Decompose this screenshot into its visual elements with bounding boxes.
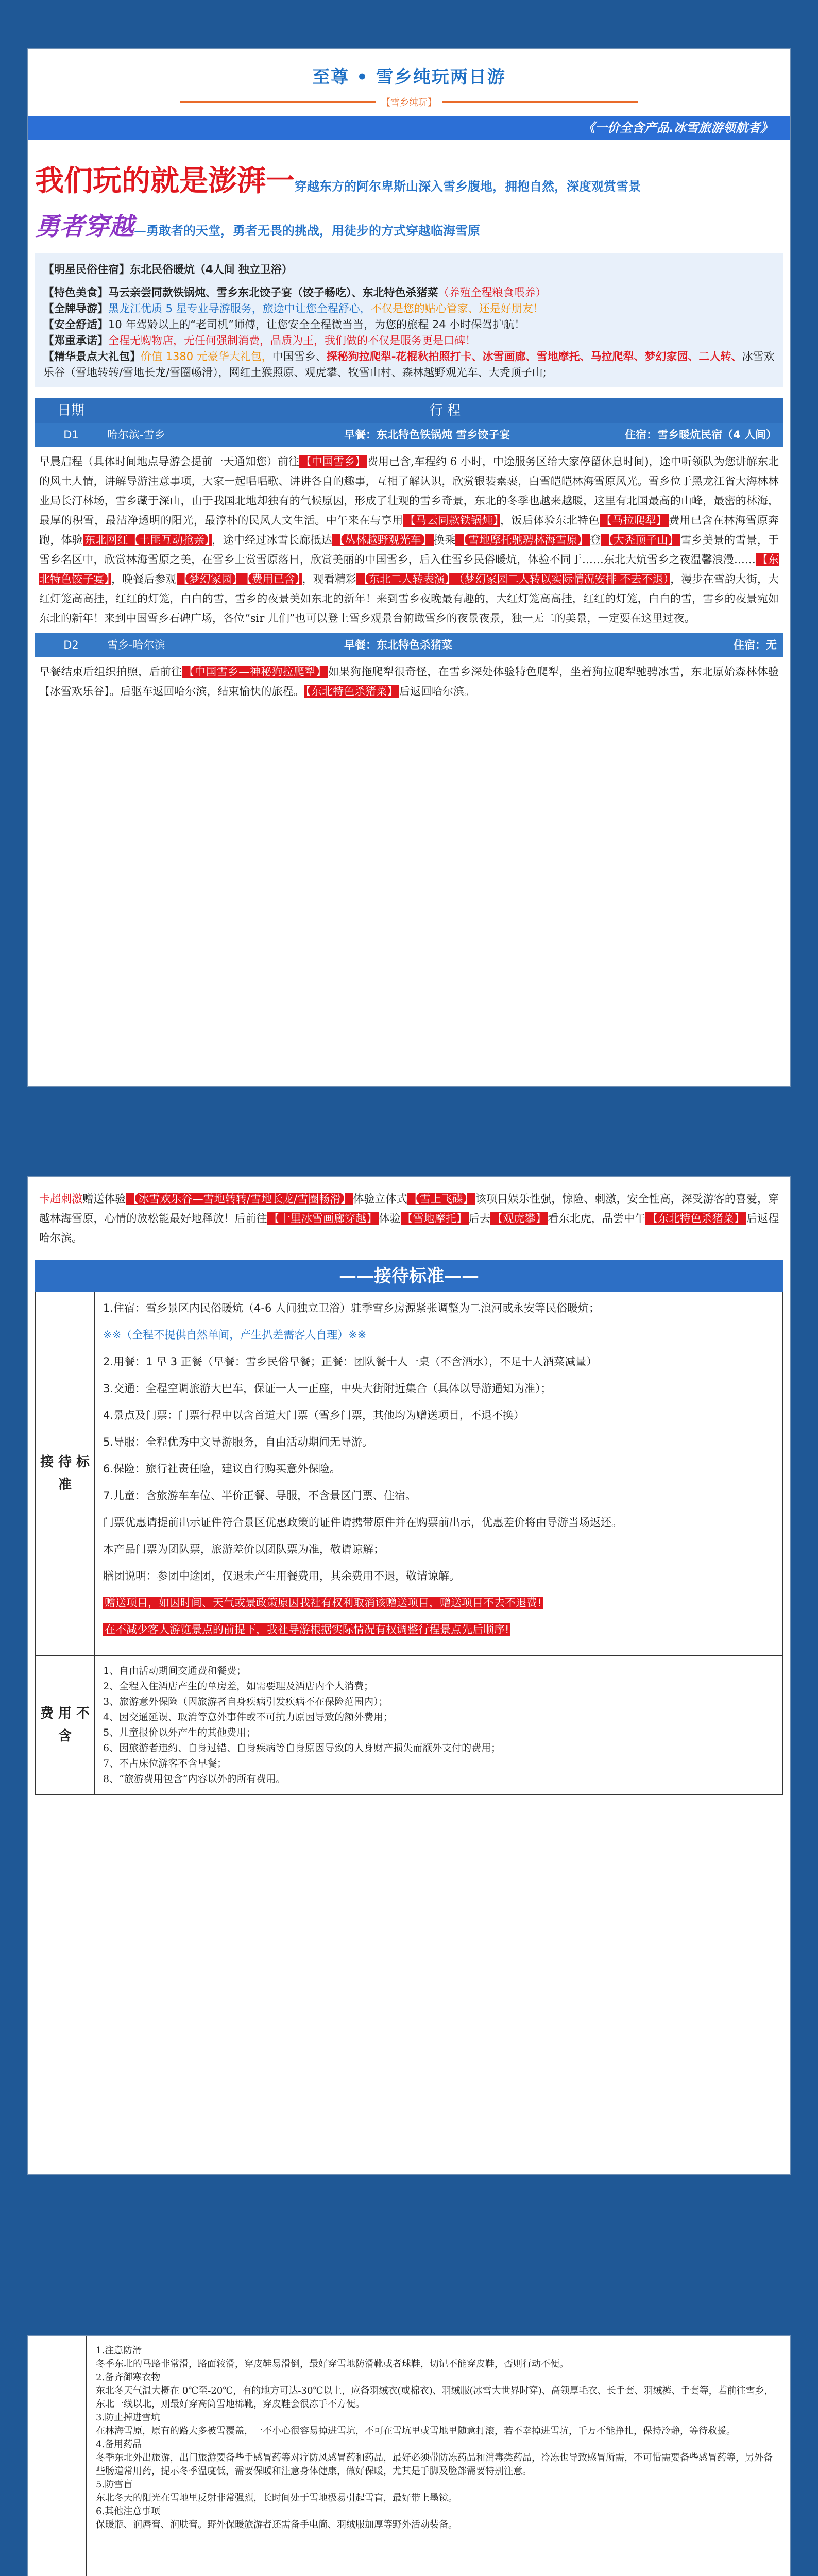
note-item: 2.备齐御寒衣物 xyxy=(96,2372,161,2383)
package-text: 中国雪乡、 xyxy=(272,350,327,363)
fee-item: 1、自由活动期间交通费和餐费； xyxy=(103,1665,247,1676)
guide-text: 黑龙江优质 5 星专业导游服务，旅途中让您全程舒心， xyxy=(108,302,371,315)
food-note: （养殖全程粮食喂养） xyxy=(438,286,547,299)
schedule-col-date: 日期 xyxy=(57,403,84,418)
spot-snow-town: 【中国雪乡】 xyxy=(299,455,367,468)
section-title-standard: ——接待标准—— xyxy=(35,1260,783,1292)
fee-item: 7、不占床位游客不含早餐； xyxy=(103,1758,227,1769)
subtitle-line-left xyxy=(180,101,376,103)
package-highlight: 探秘狗拉爬犁-花棍秋拍照打卡、冰雪画廊、雪地摩托、马拉爬犁、梦幻家园、二人转、 xyxy=(326,350,742,363)
fee-item: 5、儿童报价以外产生的其他费用； xyxy=(103,1727,257,1738)
notes-card xyxy=(27,2335,791,2576)
safety-line xyxy=(43,317,775,333)
std-item-8: 门票优惠请提前出示证件符合景区优惠政策的证件请携带原件并在购票前出示，优惠差价将由导游当场返还。 xyxy=(103,1516,622,1529)
standard-items xyxy=(95,1292,782,1655)
notes-items xyxy=(87,2336,790,2576)
subtitle-row xyxy=(28,95,790,109)
slogan-line-1 xyxy=(35,158,790,199)
spot-iron-pot: 【马云同款铁锅炖】 xyxy=(403,514,500,527)
spot-dream-home: 【梦幻家园】 xyxy=(177,573,245,585)
std-item-note: ※※（全程不提供自然单间，产生扒差需客人自理）※※ xyxy=(103,1329,367,1341)
spot-bandit-show: 东北网红【土匪互动抢亲】 xyxy=(83,534,212,546)
fee-item: 4、因交通延误、取消等意外事件或不可抗力原因导致的额外费用； xyxy=(103,1711,394,1723)
note-item: 保暖瓶、润唇膏、润肤膏。野外保暖旅游者还需备手电筒、羽绒服加厚等野外活动装备。 xyxy=(96,2519,457,2530)
note-item: 5.防雪盲 xyxy=(96,2479,133,2490)
spot-pig-feast-2: 【东北特色杀猪菜】 xyxy=(645,1212,746,1225)
slogan-2-tail: —勇敢者的天堂，勇者无畏的挑战，用徒步的方式穿越临海雪原 xyxy=(134,224,481,238)
day-2-bar xyxy=(35,633,783,657)
std-item-9: 本产品门票为团队票，旅游差价以团队票为准，敬请谅解； xyxy=(103,1543,384,1555)
spot-errenzhuan: 【东北二人转表演】 xyxy=(356,573,457,585)
notes-table xyxy=(28,2336,790,2576)
std-item-4: 4.景点及门票：门票行程中以含首道大门票（雪乡门票，其他均为赠送项目，不退不换） xyxy=(103,1409,525,1421)
spot-snowmobile: 【雪地摩托驰骋林海雪原】 xyxy=(455,534,590,546)
food-line xyxy=(43,285,775,301)
subtitle-tag: 【雪乡纯玩】 xyxy=(381,97,437,108)
subtitle-line-right xyxy=(442,101,638,103)
spot-snow-ufo: 【雪上飞碟】 xyxy=(407,1193,475,1205)
day-1-meals: 早餐：东北特色铁锅炖 雪乡饺子宴 xyxy=(344,429,510,441)
note-item: 东北冬天气温大概在 0℃至-20℃，有的地方可达-30℃以上，应备羽绒衣(或棉衣)、羽绒服(冰雪大世界时穿)、高领厚毛衣、长手套、羽绒裤、手套等，若前往雪乡，东北一线以北，则最好穿高筒雪地棉靴，穿皮鞋会很冻手不方便。 xyxy=(96,2385,774,2410)
std-item-7: 7.儿童：含旅游车车位、半价正餐、导服，不含景区门票、住宿。 xyxy=(103,1489,417,1502)
spot-ice-fun-valley: 【冰雪欢乐谷—雪地转转/雪地长龙/雪圈畅滑】 xyxy=(126,1193,353,1205)
day-2-hotel: 住宿：无 xyxy=(734,639,777,651)
day-1-description: 早晨启程（具体时间地点导游会提前一天通知您）前往 【中国雪乡】 费用已含,车程约 6 小时，中途服务区给大家停留休息时间)，途中听领队为您讲解东北的风土人情，讲解导游注意事项，大家一起唱唱歌、讲讲各自的趣事，互相了解认识，欣赏银装素裹，白雪皑皑林海雪原风光。雪乡位于黑龙江省大海林林业局长汀林场，雪乡藏于深山，由于我国北地却独有的气候原因，形成了壮观的雪乡奇景，东北的冬季也越来越暖，这里有北国最高的山峰，最密的林海，最厚的积雪，最洁净透明的阳光，最淳朴的民风人文生活。中午来在与享用 【马云同款铁锅炖】 ，饭后体验东北特色 【马拉爬犁】 费用已含在林海雪原奔跑，体验 东北网红【土匪互动抢亲】 ，途中经过冰雪长廊抵达 【丛林越野观光车】 换乘 【雪地摩托驰骋林海雪原】 登 【大秃顶子山】 雪乡美景的雪景，于雪乡名区中，欣赏林海雪原之美，在雪乡上赏雪原落日，欣赏美丽的中国雪乡，后入住雪乡民俗暖炕，体验不同于……东北大炕雪乡之夜温馨浪漫…… 【东北特色饺子宴】 ，晚餐后参观 【梦幻家园】 【费用已含】 ，观看精彩 【东北二人转表演】 （梦幻家园二人转以实际情况安排 不去不退） ，漫步在雪韵大街，大红灯笼高高挂，红红的灯笼，白白的雪，雪乡的夜景美如东北的新年！来到雪乡夜晚最有趣的，大红灯笼高高挂，红红的灯笼，白白的雪，雪乡的夜景宛如东北的新年！来到中国雪乡石碑广场，各位“sir 儿们”也可以登上雪乡观景台俯瞰雪乡的夜景夜景，独一无二的美景，一定要在这里过夜。 xyxy=(39,455,779,624)
day-2-description: 早餐结束后组织拍照，后前往 【中国雪乡—神秘狗拉爬犁】 如果狗拖爬犁很奇怪，在雪乡深处体验特色爬犁，坐着狗拉爬犁驰骋冰雪，东北原始森林体验【冰雪欢乐谷】。后驱车返回哈尔滨，结束愉快的旅程。 【东北特色杀猪菜】 后返回哈尔滨。 xyxy=(39,666,779,698)
food-text: 马云亲尝同款铁锅炖、雪乡东北饺子宴（饺子畅吃）、东北特色杀猪菜 xyxy=(108,286,438,299)
std-item-3: 3.交通：全程空调旅游大巴车，保证一人一正座，中央大街附近集合（具体以导游通知为准）； xyxy=(103,1382,552,1395)
day-2-label: D2 xyxy=(63,639,79,651)
spot-ice-gallery: 【十里冰雪画廊穿越】 xyxy=(267,1212,379,1225)
safety-label: 【安全舒适】 xyxy=(43,318,108,331)
note-item: 4.备用药品 xyxy=(96,2439,142,2450)
page-title: 至尊 • 雪乡纯玩两日游 xyxy=(312,67,506,88)
spot-dumpling-feast: 【东北特色饺子宴】 xyxy=(39,553,779,585)
service-standard-card xyxy=(27,1176,791,2175)
fee-item: 8、“旅游费用包含”内容以外的所有费用。 xyxy=(103,1773,286,1785)
day-1-hotel: 住宿：雪乡暖炕民宿（4 人间） xyxy=(625,429,777,441)
note-item: 3.防止掉进雪坑 xyxy=(96,2412,161,2423)
slogan-line-2 xyxy=(35,207,790,242)
fees-excluded-label: 费 用 不 含 xyxy=(36,1656,95,1794)
day-1-bar xyxy=(35,423,783,447)
slogan-1-tail: 穿越东方的阿尔卑斯山深入雪乡腹地，拥抱自然，深度观赏雪景 xyxy=(295,179,641,194)
promise-line xyxy=(43,333,775,349)
std-item-6: 6.保险：旅行社责任险，建议自行购买意外保险。 xyxy=(103,1463,341,1475)
package-price: 价值 1380 元豪华大礼包， xyxy=(141,350,272,363)
schedule-header xyxy=(35,398,783,423)
safety-text: 10 年驾龄以上的“老司机”师傅，让您安全全程微当当，为您的旅程 24 小时保驾护航！ xyxy=(108,318,525,331)
slogan-2-big: 勇者穿越 xyxy=(35,212,134,241)
spot-tiger-view: 【观虎攀】 xyxy=(490,1212,548,1225)
std-item-11: 赠送项目，如因时间、天气或景政策原因我社有权利取消该赠送项目，赠送项目不去不退费! xyxy=(103,1594,774,1612)
promise-text: 全程无购物店，无任何强制消费，品质为王，我们做的不仅是服务更是口碑！ xyxy=(108,334,476,347)
std-item-1: 1.住宿：雪乡景区内民俗暖炕（4-6 人间独立卫浴）驻季雪乡房源紧张调整为二浪河或永安等民俗暖炕； xyxy=(103,1302,600,1314)
guide-note: 不仅是您的贴心管家、还是好朋友！ xyxy=(370,302,544,315)
note-item: 1.注意防滑 xyxy=(96,2345,142,2356)
fee-item: 3、旅游意外保险（因旅游者自身疾病引发疾病不在保险范围内）； xyxy=(103,1696,388,1707)
day-2-route: 雪乡-哈尔滨 xyxy=(107,639,165,651)
promise-label: 【郑重承诺】 xyxy=(43,334,108,347)
spot-horse-sled: 【马拉爬犁】 xyxy=(600,514,669,527)
std-item-2: 2.用餐：1 早 3 正餐（早餐：雪乡民俗早餐；正餐：团队餐十人一桌（不含酒水），不足十人酒菜减量） xyxy=(103,1355,598,1368)
note-item: 东北冬天的阳光在雪地里反射非常强烈，长时间处于雪地极易引起雪盲，最好带上墨镜。 xyxy=(96,2493,457,2503)
fee-item: 2、全程入住酒店产生的单房差，如需要理及酒店内个人消费； xyxy=(103,1681,374,1692)
day-2-continued: 卡超刺激赠送体验 【冰雪欢乐谷—雪地转转/雪地长龙/雪圈畅滑】 体验立体式 【雪上飞碟】 该项目娱乐性强，惊险、刺激，安全性高，深受游客的喜爱，穿越林海雪原，心情的放松能最好地释放！后前往 【十里冰雪画廊穿越】 体验 【雪地摩托】 后去 【观虎攀】 看东北虎，品尝中午 【东北特色杀猪菜】 后返程哈尔滨。 xyxy=(39,1193,779,1244)
day-2-meals: 早餐：东北特色杀猪菜 xyxy=(344,639,452,651)
note-item: 6.其他注意事项 xyxy=(96,2506,161,2517)
tagline-banner: 《一价全含产品.冰雪旅游领航者》 xyxy=(28,116,790,140)
spot-offroad-car: 【丛林越野观光车】 xyxy=(332,534,434,546)
standard-label: 接 待 标 准 xyxy=(36,1292,95,1655)
note-item: 冬季东北的马路非常滑，路面较滑，穿皮鞋易滑倒，最好穿雪地防滑靴或者球鞋，切记不能穿皮鞋，否则行动不便。 xyxy=(96,2359,569,2369)
day-1-route: 哈尔滨-雪乡 xyxy=(107,429,165,441)
std-item-5: 5.导服：全程优秀中文导游服务，自由活动期间无导游。 xyxy=(103,1436,373,1448)
guide-label: 【全牌导游】 xyxy=(43,302,108,315)
day-1-label: D1 xyxy=(63,429,79,441)
spot-snowmobile-2: 【雪地摩托】 xyxy=(401,1212,469,1225)
slogan-1-big: 我们玩的就是澎湃一 xyxy=(35,164,295,198)
spot-pig-feast: 【东北特色杀猪菜】 xyxy=(304,685,400,698)
food-label: 【特色美食】 xyxy=(43,286,108,299)
note-item: 冬季东北外出旅游，出门旅游要备些手感冒药等对疗防风感冒药和药品，最好必须带防冻药品和消毒类药品，冷冻也导致感冒所需，不可惜需要备些感冒药等，另外备些肠道常用药，提示冬季温度低，需要保暖和注意身体健康，做好保暖，尤其是手脚及脸部需要特别注意。 xyxy=(96,2452,773,2477)
package-label: 【精华景点大礼包】 xyxy=(43,350,141,363)
spot-datuding-mountain: 【大秃顶子山】 xyxy=(601,534,681,546)
notes-label xyxy=(28,2336,87,2576)
fees-excluded-table xyxy=(35,1656,783,1795)
schedule-col-itinerary: 行 程 xyxy=(429,403,461,418)
note-item: 在林海雪原，原有的路大多被雪覆盖，一不小心很容易掉进雪坑，不可在雪坑里或雪地里随意打滚，若不幸掉进雪坑，千万不能挣扎，保持冷静，等待救援。 xyxy=(96,2426,736,2436)
package-line xyxy=(43,349,775,381)
standard-table xyxy=(35,1292,783,1656)
spot-dog-sled: 【中国雪乡—神秘狗拉爬犁】 xyxy=(182,666,329,678)
guide-line xyxy=(43,301,775,317)
fee-item: 6、因旅游者违约、自身过错、自身疾病等自身原因导致的人身财产损失而额外支付的费用； xyxy=(103,1742,501,1754)
highlights-box xyxy=(35,253,783,387)
fees-excluded-items xyxy=(95,1656,782,1794)
itinerary-card xyxy=(27,48,791,1087)
package-text-2: 冰雪欢乐谷（雪地转转/雪地长龙/雪圈畅滑），网红土猴照原、观虎攀、牧雪山村、森林越野观光车、大秃顶子山; xyxy=(43,350,775,379)
std-item-10: 膳团说明：参团中途团，仅退未产生用餐费用，其余费用不退，敬请谅解。 xyxy=(103,1570,460,1582)
hotel-line: 【明星民俗住宿】东北民俗暖炕（4人间 独立卫浴） xyxy=(43,263,293,276)
std-item-12: 在不减少客人游览景点的前提下，我社导游根据实际情况有权调整行程景点先后顺序! xyxy=(103,1621,774,1638)
